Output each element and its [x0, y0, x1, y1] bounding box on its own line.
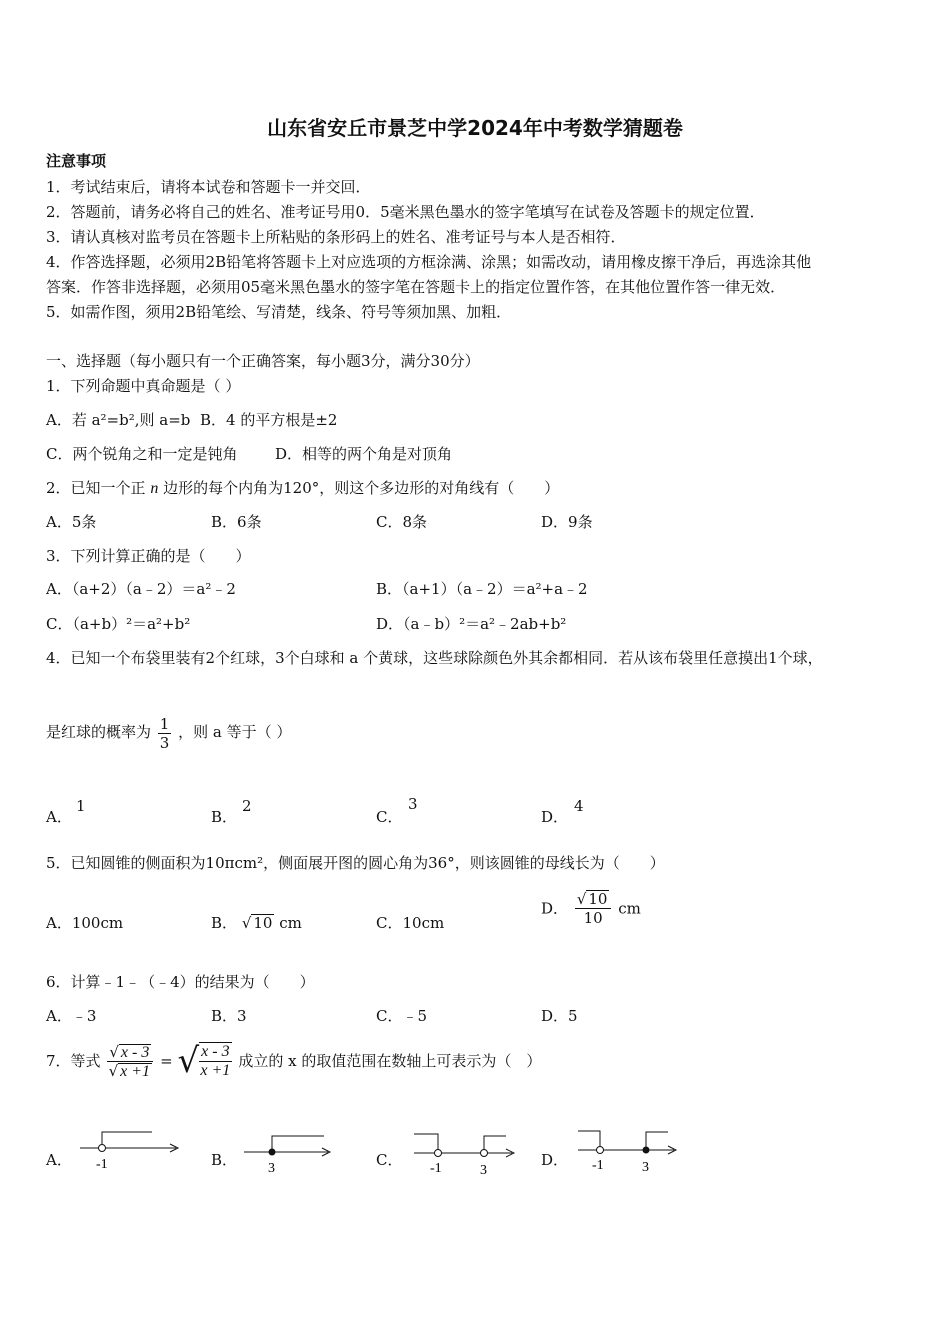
tick-label: -1	[430, 1161, 442, 1176]
q5-option-d-label: D．	[541, 899, 569, 918]
q7-lhs-fraction	[107, 1043, 153, 1080]
q1-option-d: D．相等的两个角是对顶角	[275, 445, 453, 463]
q4-option-c-value: 3	[408, 795, 418, 813]
range-bracket-right	[484, 1136, 506, 1153]
question-7-stem	[46, 1042, 541, 1080]
q7-option-c-number-line	[410, 1126, 520, 1176]
q4-line2-post: ，则 a 等于（ ）	[178, 723, 292, 741]
notice-item: 5．如需作图，须用2B铅笔绘、写清楚，线条、符号等须加黑、加粗．	[46, 303, 512, 321]
q4-probability-fraction	[158, 715, 172, 752]
notice-item: 4．作答选择题，必须用2B铅笔将答题卡上对应选项的方框涂满、涂黑；如需改动，请用橡皮擦干净后，再选涂其他	[46, 253, 812, 271]
radical-sign: √	[177, 1041, 200, 1081]
open-point	[435, 1150, 442, 1157]
q6-option-d: D．5	[541, 1007, 578, 1025]
question-4-line2	[46, 712, 291, 752]
q4-option-b-value: 2	[242, 797, 252, 815]
q2-stem-pre: 2．已知一个正	[46, 479, 146, 497]
notice-item: 3．请认真核对监考员在答题卡上所粘贴的条形码上的姓名、准考证号与本人是否相符．	[46, 228, 626, 246]
q5-option-b	[211, 913, 302, 933]
q2-option-b: B．6条	[211, 513, 262, 531]
q2-option-d: D．9条	[541, 513, 593, 531]
range-bracket-left	[578, 1131, 600, 1150]
tick-label: 3	[268, 1161, 275, 1176]
fraction-denominator: 3	[159, 733, 170, 752]
q5-b-unit: cm	[279, 914, 302, 932]
fraction-denominator	[107, 1062, 153, 1080]
q7-equals: =	[160, 1052, 173, 1070]
q1-option-c: C．两个锐角之和一定是钝角	[46, 445, 238, 463]
q7-lhs-den: x +1	[120, 1062, 151, 1080]
q6-option-b: B．3	[211, 1007, 247, 1025]
q4-option-d-value: 4	[574, 797, 584, 815]
q5-d-fraction	[575, 890, 612, 927]
q4-option-a-value: 1	[76, 797, 86, 815]
q7-option-a-number-line	[76, 1126, 186, 1176]
q6-option-c: C．﹣5	[376, 1007, 428, 1025]
q5-b-radicand: 10	[253, 914, 273, 932]
q7-option-d-number-line	[574, 1126, 684, 1176]
q3-option-c: C．（a+b）²＝a²+b²	[46, 615, 191, 633]
q7-option-b-label: B．	[211, 1151, 238, 1169]
q2-stem-post: 边形的每个内角为120°，则这个多边形的对角线有（ ）	[163, 479, 560, 497]
open-point	[481, 1150, 488, 1157]
q7-stem-post: 成立的 x 的取值范围在数轴上可表示为（ ）	[238, 1052, 542, 1070]
fraction-numerator	[575, 890, 612, 909]
q4-option-c-label: C．	[376, 808, 403, 826]
q7-option-c-label: C．	[376, 1151, 403, 1169]
fraction-denominator: 10	[583, 909, 603, 927]
tick-label: 3	[480, 1163, 487, 1176]
q4-line2-pre: 是红球的概率为	[46, 723, 152, 741]
radical-sign: √	[576, 890, 587, 908]
radical-sign: √	[241, 914, 252, 932]
notice-item: 答案．作答非选择题，必须用05毫米黑色墨水的签字笔在答题卡上的指定位置作答，在其他位置作答一律无效．	[46, 278, 786, 296]
q5-option-d	[541, 890, 641, 927]
notice-item: 2．答题前，请务必将自己的姓名、准考证号用0．5毫米黑色墨水的签字笔填写在试卷及答题卡的规定位置．	[46, 203, 765, 221]
question-1-stem: 1．下列命题中真命题是（ ）	[46, 377, 241, 395]
radical-sign: √	[109, 1042, 119, 1061]
q2-stem-var: n	[150, 480, 159, 497]
question-5-stem: 5．已知圆锥的侧面积为10πcm²，侧面展开图的圆心角为36°，则该圆锥的母线长为（ ）	[46, 854, 665, 872]
fraction-numerator: x - 3	[201, 1043, 230, 1060]
question-3-stem: 3．下列计算正确的是（ ）	[46, 547, 251, 565]
q5-option-c: C．10cm	[376, 914, 445, 932]
q7-stem-pre: 7．等式	[46, 1052, 101, 1070]
closed-point	[643, 1147, 650, 1154]
q7-lhs-num: x - 3	[120, 1043, 150, 1061]
q1-option-a: A．若 a²=b²,则 a=b	[46, 411, 191, 429]
q5-option-a: A．100cm	[46, 914, 124, 932]
q3-option-d: D．（a﹣b）²＝a²﹣2ab+b²	[376, 615, 567, 633]
tick-label: -1	[96, 1157, 108, 1172]
tick-label: 3	[642, 1160, 649, 1175]
notice-item: 1．考试结束后，请将本试卷和答题卡一并交回．	[46, 178, 371, 196]
q6-option-a: A．﹣3	[46, 1007, 97, 1025]
q3-option-a: A．（a+2）（a﹣2）＝a²﹣2	[46, 580, 236, 598]
fraction-numerator	[107, 1043, 153, 1062]
q7-option-b-number-line	[240, 1126, 340, 1176]
range-bracket	[102, 1132, 152, 1148]
q7-option-a-label: A．	[46, 1151, 72, 1169]
open-point	[597, 1147, 604, 1154]
section-heading: 一、选择题（每小题只有一个正确答案，每小题3分，满分30分）	[46, 352, 480, 370]
radical-sign: √	[108, 1061, 119, 1080]
range-bracket	[272, 1136, 324, 1152]
closed-point	[269, 1149, 276, 1156]
q7-option-d-label: D．	[541, 1151, 569, 1169]
q4-option-a-label: A．	[46, 808, 72, 826]
question-4-stem: 4．已知一个布袋里装有2个红球，3个白球和 a 个黄球，这些球除颜色外其余都相同．若从该布袋里任意摸出1个球，	[46, 649, 823, 667]
range-bracket-right	[646, 1132, 668, 1150]
q1-option-b: B．4 的平方根是±2	[200, 411, 338, 429]
question-6-stem: 6．计算﹣1﹣（﹣4）的结果为（ ）	[46, 973, 315, 991]
q4-option-d-label: D．	[541, 808, 569, 826]
q3-option-b: B．（a+1）（a﹣2）＝a²+a﹣2	[376, 580, 588, 598]
q5-option-b-label: B．	[211, 914, 238, 932]
q2-option-a: A．5条	[46, 513, 97, 531]
q5-d-unit: cm	[618, 899, 641, 918]
question-2-stem	[46, 478, 559, 499]
q4-option-b-label: B．	[211, 808, 238, 826]
fraction-denominator: x +1	[200, 1062, 231, 1079]
q7-rhs-fraction	[199, 1042, 231, 1080]
page-title: 山东省安丘市景芝中学2024年中考数学猜题卷	[267, 116, 683, 140]
fraction-numerator: 1	[159, 714, 170, 733]
q2-option-c: C．8条	[376, 513, 428, 531]
q5-d-radicand: 10	[588, 890, 608, 908]
tick-label: -1	[592, 1158, 604, 1173]
notice-heading: 注意事项	[46, 152, 107, 170]
open-point	[99, 1145, 106, 1152]
range-bracket-left	[414, 1134, 438, 1153]
